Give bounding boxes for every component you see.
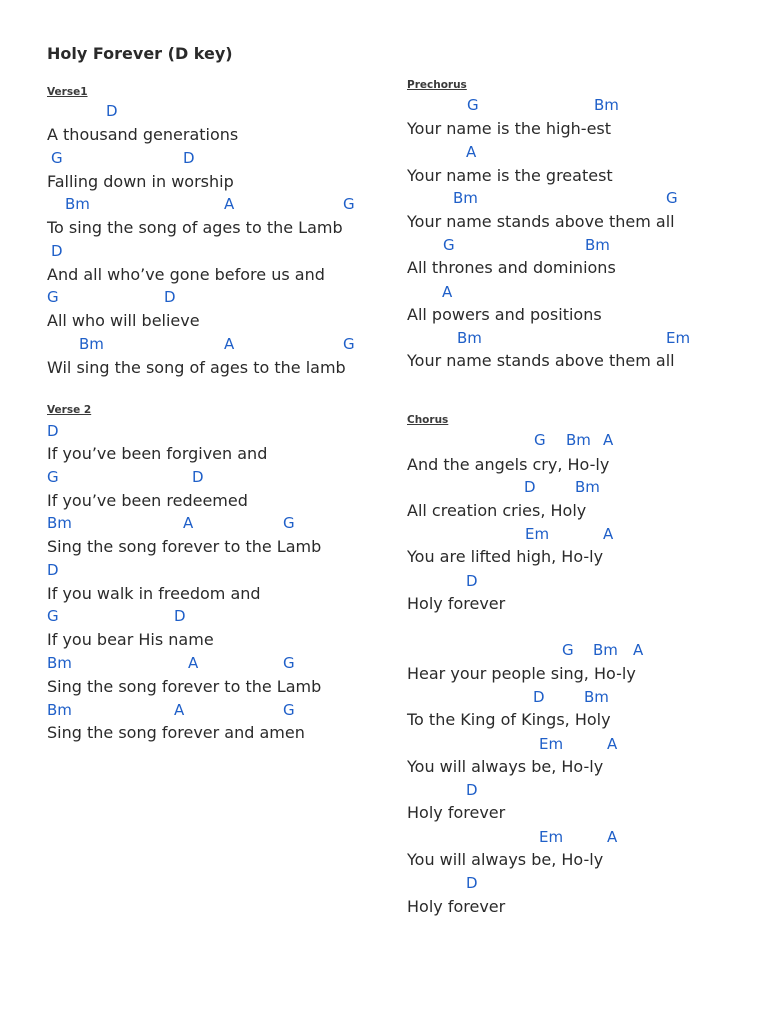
chord: D — [192, 468, 204, 486]
chord: Bm — [47, 514, 72, 532]
lyric-line: Your name is the greatest — [407, 166, 613, 185]
lyric-line: Your name is the high-est — [407, 119, 612, 138]
chord: A — [633, 641, 644, 659]
song-title: Holy Forever (D key) — [47, 44, 233, 63]
lyric-line: Your name stands above them all — [407, 351, 675, 370]
lyric-line: All thrones and dominions — [407, 258, 616, 277]
chord: Bm — [457, 329, 482, 347]
chord: D — [47, 422, 59, 440]
chord: Bm — [594, 96, 619, 114]
chord: A — [174, 701, 185, 719]
lyric-line: Your name stands above them all — [407, 212, 675, 231]
section-label-verse2: Verse 2 — [47, 404, 92, 416]
chord: D — [466, 572, 478, 590]
lyric-line: Falling down in worship — [47, 172, 234, 191]
chord: D — [466, 874, 478, 892]
chord: D — [183, 149, 195, 167]
chord: G — [47, 468, 59, 486]
chord: Bm — [585, 236, 610, 254]
chord: G — [51, 149, 63, 167]
chord: G — [47, 288, 59, 306]
lyric-line: If you bear His name — [47, 630, 214, 649]
chord: G — [467, 96, 479, 114]
chord: Bm — [584, 688, 609, 706]
chord: D — [174, 607, 186, 625]
chord: Bm — [566, 431, 591, 449]
lyric-line: If you’ve been forgiven and — [47, 444, 268, 463]
chord: Em — [666, 329, 691, 347]
lyric-line: Sing the song forever to the Lamb — [47, 537, 322, 556]
chord: Bm — [47, 654, 72, 672]
chord: D — [164, 288, 176, 306]
chord: D — [106, 102, 118, 120]
chord: G — [343, 195, 355, 213]
chord: G — [283, 654, 295, 672]
chord: A — [224, 335, 235, 353]
lyric-line: And all who’ve gone before us and — [47, 265, 325, 284]
chord: A — [466, 143, 477, 161]
lyric-line: Wil sing the song of ages to the lamb — [47, 358, 346, 377]
lyric-line: You will always be, Ho-ly — [407, 850, 604, 869]
chord: D — [47, 561, 59, 579]
lyric-line: Hear your people sing, Ho-ly — [407, 664, 636, 683]
chord: G — [283, 701, 295, 719]
chord: A — [603, 431, 614, 449]
lyric-line: You will always be, Ho-ly — [407, 757, 604, 776]
chord: Bm — [453, 189, 478, 207]
chord: D — [524, 478, 536, 496]
lyric-line: You are lifted high, Ho-ly — [407, 547, 604, 566]
lyric-line: If you’ve been redeemed — [47, 491, 248, 510]
lyric-line: Sing the song forever and amen — [47, 723, 305, 742]
chord: G — [534, 431, 546, 449]
section-label-verse1: Verse1 — [47, 86, 88, 98]
chord: D — [51, 242, 63, 260]
lyric-line: A thousand generations — [47, 125, 239, 144]
chord: Bm — [79, 335, 104, 353]
lyric-line: And the angels cry, Ho-ly — [407, 455, 610, 474]
lyric-line: If you walk in freedom and — [47, 584, 261, 603]
lyric-line: Holy forever — [407, 897, 506, 916]
lyric-line: Sing the song forever to the Lamb — [47, 677, 322, 696]
chord: A — [607, 735, 618, 753]
chord: Em — [539, 828, 564, 846]
chord: G — [47, 607, 59, 625]
chord: G — [443, 236, 455, 254]
chord: Bm — [575, 478, 600, 496]
lyric-line: Holy forever — [407, 803, 506, 822]
section-label-prechorus: Prechorus — [407, 79, 467, 91]
chord: D — [466, 781, 478, 799]
chord: Bm — [593, 641, 618, 659]
section-label-chorus: Chorus — [407, 414, 449, 426]
chord: A — [442, 283, 453, 301]
chord: G — [283, 514, 295, 532]
chord: Bm — [47, 701, 72, 719]
chord: A — [188, 654, 199, 672]
lyric-line: To sing the song of ages to the Lamb — [47, 218, 343, 237]
lyric-line: All who will believe — [47, 311, 200, 330]
chord: A — [183, 514, 194, 532]
chord: A — [224, 195, 235, 213]
lyric-line: All powers and positions — [407, 305, 602, 324]
chord: Bm — [65, 195, 90, 213]
chord: Em — [539, 735, 564, 753]
chord: G — [562, 641, 574, 659]
chord: Em — [525, 525, 550, 543]
lyric-line: Holy forever — [407, 594, 506, 613]
lyric-line: All creation cries, Holy — [407, 501, 587, 520]
chord: G — [666, 189, 678, 207]
chord: A — [607, 828, 618, 846]
chord: A — [603, 525, 614, 543]
chord: D — [533, 688, 545, 706]
chord: G — [343, 335, 355, 353]
lyric-line: To the King of Kings, Holy — [407, 710, 611, 729]
